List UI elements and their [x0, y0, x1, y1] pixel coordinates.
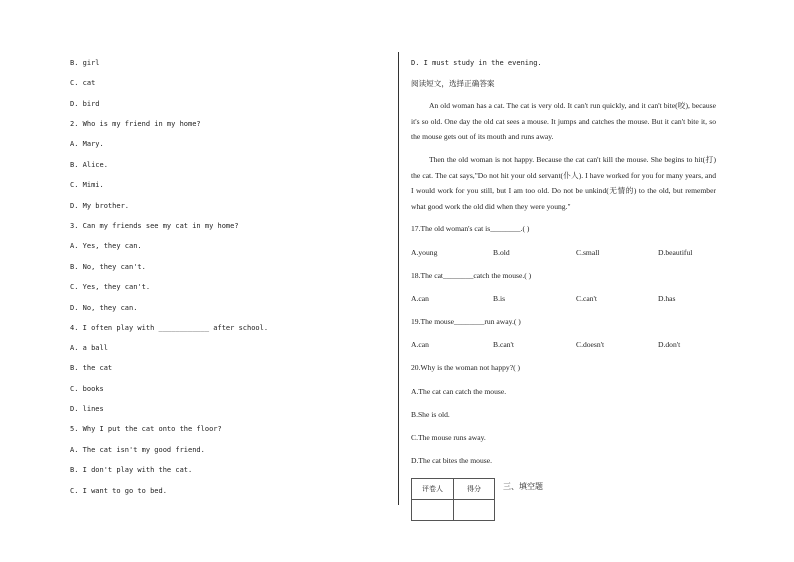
score-entry-cell — [454, 500, 495, 521]
option-line: A. a ball — [70, 344, 108, 352]
option-line: C. cat — [70, 79, 96, 87]
option-line: A. Yes, they can. — [70, 242, 142, 250]
q18-option-c: C.can't — [576, 294, 597, 303]
option-line: D. My brother. — [70, 202, 130, 210]
option-line: B. No, they can't. — [70, 263, 146, 271]
q18-option-a: A.can — [411, 294, 429, 303]
q20-option-c: C.The mouse runs away. — [411, 433, 486, 442]
option-line: C. books — [70, 385, 104, 393]
question-20: 20.Why is the woman not happy?( ) — [411, 363, 521, 372]
q17-option-d: D.beautiful — [658, 248, 693, 257]
column-divider — [398, 52, 399, 505]
section-title: 三、填空题 — [503, 482, 543, 491]
question-17: 17.The old woman's cat is________.( ) — [411, 224, 530, 233]
option-line: B. Alice. — [70, 161, 108, 169]
score-box — [411, 478, 495, 521]
option-line: A. The cat isn't my good friend. — [70, 446, 205, 454]
q19-option-a: A.can — [411, 340, 429, 349]
question-line: 3. Can my friends see my cat in my home? — [70, 222, 239, 230]
reading-paragraph-2: Then the old woman is not happy. Because the cat can't kill the mouse. She begins to hit(打) the cat. The cat says,"Do not hit your old servant(仆人). I have worked for you for many years, and I would work for you still, but I am too old. Do not be unkind(无情的) to the old, but remember what good work the old did when they were young." — [411, 155, 716, 211]
q18-option-b: B.is — [493, 294, 506, 303]
question-line: 2. Who is my friend in my home? — [70, 120, 201, 128]
q17-option-b: B.old — [493, 248, 510, 257]
q19-option-d: D.don't — [658, 340, 681, 349]
reading-heading: 阅读短文，选择正确答案 — [411, 79, 495, 88]
reading-paragraph-1: An old woman has a cat. The cat is very old. It can't run quickly, and it can't bite(咬), because it's so old. One day the old cat sees a mouse. It jumps and catches the mouse. But it can't bite it, so the mouse gets out of its mouth and runs away. — [411, 101, 716, 141]
q19-option-b: B.can't — [493, 340, 514, 349]
q17-option-c: C.small — [576, 248, 600, 257]
option-line: D. lines — [70, 405, 104, 413]
option-line: C. Yes, they can't. — [70, 283, 151, 291]
option-line: D. I must study in the evening. — [411, 59, 542, 67]
option-line: A. Mary. — [70, 140, 104, 148]
question-19: 19.The mouse________run away.( ) — [411, 317, 521, 326]
question-line: 5. Why I put the cat onto the floor? — [70, 425, 222, 433]
score-cell: 得分 — [454, 479, 495, 500]
q20-option-d: D.The cat bites the mouse. — [411, 456, 492, 465]
q18-option-d: D.has — [658, 294, 676, 303]
option-line: D. No, they can. — [70, 304, 138, 312]
option-line: C. I want to go to bed. — [70, 487, 167, 495]
grader-cell: 评卷人 — [412, 479, 454, 500]
option-line: D. bird — [70, 100, 100, 108]
q20-option-a: A.The cat can catch the mouse. — [411, 387, 507, 396]
q17-option-a: A.young — [411, 248, 438, 257]
question-18: 18.The cat________catch the mouse.( ) — [411, 271, 532, 280]
grader-entry-cell — [412, 500, 454, 521]
option-line: B. I don't play with the cat. — [70, 466, 193, 474]
question-line: 4. I often play with ____________ after school. — [70, 324, 269, 332]
option-line: C. Mimi. — [70, 181, 104, 189]
q19-option-c: C.doesn't — [576, 340, 605, 349]
option-line: B. the cat — [70, 364, 113, 372]
option-line: B. girl — [70, 59, 100, 67]
q20-option-b: B.She is old. — [411, 410, 450, 419]
